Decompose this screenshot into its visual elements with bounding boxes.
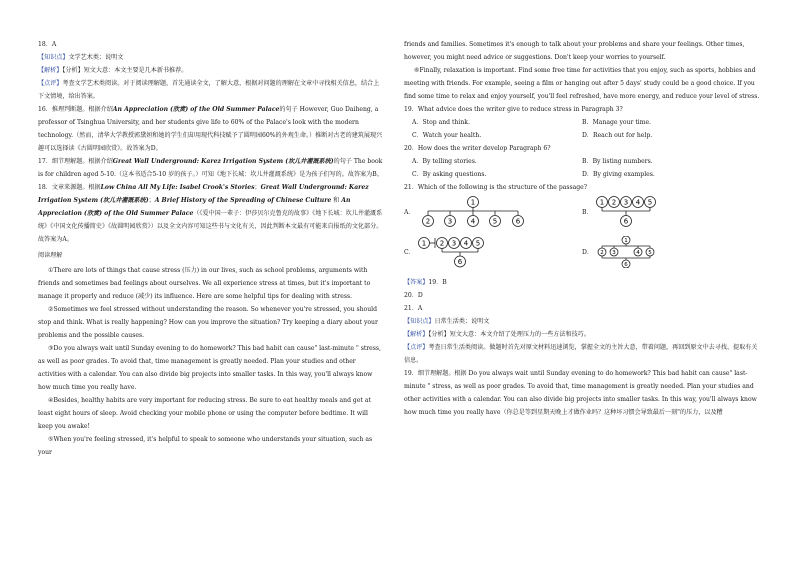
circle-label: 5	[647, 198, 653, 207]
circle-label: 4	[636, 250, 640, 256]
q20-option-d[interactable]: D．By giving examples.	[582, 171, 655, 178]
answer-line: 18．A	[38, 41, 57, 48]
q18-book2: Great Wall Underground: Karez Irrigation System (坎儿井灌溉系统)	[38, 184, 369, 204]
circle-label: 2	[425, 217, 431, 226]
q20-options	[412, 155, 760, 181]
q18-explain	[38, 181, 384, 246]
q16-body: 的句子 However, Guo Daiheng, a professor of Tsinghua University, and her students give life to 60% of the Palace's look with the modern technology.（然而，清华大学教授郭黛姮和她的学生们却用现代科技赋予了圆明园60%的外观生命。）推断对古老的建筑展现兴趣可以选择读《古圆明园欣赏》。故答案为D。	[38, 106, 383, 152]
q18-book1: Low China All My Life: Isabel Crook's Stories	[100, 184, 255, 191]
analysis-2	[404, 328, 760, 341]
comment-text-2: 考查日常生活类阅读。做题时首先对原文材料迅速浏览，掌握全文的主旨大意，带着问题，再回到原文中去寻找、提取有关信息。	[404, 344, 758, 364]
passage-paragraph-1: ①There are lots of things that cause stress (压力) in our lives, such as school problems, arguments with friends and sometimes bad feelings about ourselves. We all experience stress at times, but it's important to manage it properly and reduce (减少) its influence. Here are some helpful tips for dealing with stress.	[38, 267, 371, 300]
circle-label: 1	[470, 198, 476, 207]
question-19: 19．What advice does the writer give to reduce stress in Paragraph 3?	[404, 106, 623, 113]
comment-tag: 【点评】	[38, 80, 63, 87]
question-20: 20．How does the writer develop Paragraph 6?	[404, 145, 551, 152]
structure-diagram-b	[594, 196, 704, 228]
analysis-tag: 【解析】	[38, 67, 63, 74]
q16-explain	[38, 103, 384, 155]
q21-option-d[interactable]	[582, 236, 760, 268]
knowledge-point	[38, 51, 384, 64]
circle-label: 3	[612, 250, 616, 256]
analysis-tag-2: 【解析】	[404, 331, 429, 338]
q20-option-b[interactable]: B．By listing numbers.	[582, 158, 653, 165]
circle-label: 1	[421, 239, 427, 248]
q19-option-c[interactable]: C．Watch your health.	[412, 132, 482, 139]
knowledge-point-2	[404, 315, 760, 328]
comment-text: 考查文学艺术类阅读。对于阅读理解题，首先通读全文，了解大意，根据对问题的理解在文章中寻找相关信息，结合上下文情境，给出答案。	[38, 80, 380, 100]
answer-20: 20．D	[404, 292, 423, 299]
circle-label: 1	[624, 238, 628, 244]
structure-diagram-d	[594, 236, 704, 268]
q19-explain: 19．细节理解题。根据 Do you always wait until Sunday evening to do homework? This bad habit can cause" last-minute " stress, as well as poor grades. To avoid that, time management is greatly needed. Plan your studies and other activities with a calendar. You can also divide big projects into smaller tasks. In this way, you'll always know how much time you really have（你总是等到星期天晚上才做作业吗？这种坏习惯会导致最后一刻"的压力，以及糟	[404, 370, 757, 416]
q21-option-b[interactable]	[582, 196, 760, 228]
q17-book: Great Wall Underground: Karez Irrigation System (坎儿井灌溉系统)	[112, 158, 334, 165]
circle-label: 3	[623, 198, 629, 207]
passage-paragraph-3: ③Do you always wait until Sunday evening to do homework? This bad habit can cause" last-minute " stress, as well as poor grades. To avoid that, time management is greatly needed. Plan your studies and other activities with a calendar. You can also divide big projects into smaller tasks. In this way, you'll always know how much time you really have.	[38, 345, 381, 391]
q19-option-b[interactable]: B．Manage your time.	[582, 119, 652, 126]
q18-book3: A Brief History of the Spreading of Chinese Culture	[154, 197, 332, 204]
analysis-text-2: 【分析】短文大意：本文介绍了处理压力的一些方法和技巧。	[428, 331, 590, 338]
circle-label: 6	[624, 262, 628, 268]
structure-diagram-a	[416, 196, 526, 228]
circle-label: 3	[451, 239, 457, 248]
question-21: 21．Which of the following is the structure of the passage?	[404, 184, 588, 191]
answer-tag: 【答案】	[404, 279, 429, 286]
knowledge-text: 文学艺术类；说明文	[68, 54, 124, 61]
answer-21: 21．A	[404, 305, 423, 312]
circle-label: 6	[623, 217, 629, 226]
comment	[38, 77, 384, 103]
circle-label: 4	[635, 198, 641, 207]
q19-option-d[interactable]: D．Reach out for help.	[582, 132, 653, 139]
q16-lead: 16．推理判断题。根据介绍	[38, 106, 113, 113]
circle-label: 1	[599, 198, 605, 207]
diagram-row-ab	[404, 196, 760, 228]
q16-book: An Appreciation (欣赏) of the Old Summer Palace	[112, 106, 280, 113]
q21-option-a[interactable]	[404, 196, 582, 228]
q18-sep: ；	[254, 184, 261, 191]
comment-tag-2: 【点评】	[404, 344, 429, 351]
q17-lead: 17．细节理解题。根据介绍	[38, 158, 113, 165]
knowledge-text-2: 日常生活类；说明文	[434, 318, 490, 325]
analysis-text: 【分析】短文大意：本文主要是几本新书推荐。	[62, 67, 188, 74]
q18-body: （《爱中国一辈子：伊莎贝尔克鲁克的故事》《地下长城：坎儿井灌溉系统》《中国文化传播简史》《故圆明园欣赏》）以及全文内容可知这些书与文化有关，因此判断本文最有可能来自报纸的文化部分。故答案为A。	[38, 210, 383, 243]
analysis	[38, 64, 384, 77]
circle-label: 4	[470, 217, 476, 226]
q18-sep2: ；	[148, 197, 155, 204]
section-title: 阅读理解	[38, 252, 63, 259]
circle-label: 4	[463, 239, 469, 248]
structure-diagram-c	[416, 236, 526, 268]
q21-option-c[interactable]	[404, 236, 582, 268]
q18-and: 和	[331, 197, 342, 204]
circle-label: 2	[600, 250, 604, 256]
circle-label: 6	[457, 257, 463, 266]
option-c-label: C．	[404, 248, 415, 256]
passage-paragraph-4: ④Besides, healthy habits are very important for reducing stress. Be sure to eat healthy meals and get at least eight hours of sleep. Avoid checking your mobile phone or using the computer before bedtime. It will keep you awake!	[38, 397, 371, 430]
left-column	[38, 38, 384, 459]
q17-explain	[38, 155, 384, 181]
q18-book4: An Appreciation (欣赏) of the Old Summer Palace	[38, 197, 351, 217]
circle-label: 5	[648, 250, 652, 256]
q19-options	[412, 116, 760, 142]
passage-paragraph-2: ②Sometimes we feel stressed without understanding the reason. So whenever you're stressed, you should stop and think. What is really happening? How can you improve the situation? Try keeping a diary about your problems and the possible causes.	[38, 306, 378, 339]
q17-body: 的句子 The book is for children aged 5-10.（这本书适合5-10 岁的孩子。）可知《地下长城：坎儿井灌溉系统》是为孩子们写的。故答案为B。	[38, 158, 383, 178]
q19-option-a[interactable]: A．Stop and think.	[412, 119, 470, 126]
q20-option-a[interactable]: A．By telling stories.	[412, 158, 477, 165]
circle-label: 2	[611, 198, 617, 207]
q18-lead: 18．文章来源题。根据	[38, 184, 101, 191]
comment-2	[404, 341, 760, 367]
passage-paragraph-5-cont: friends and families. Sometimes it's enough to talk about your problems and share your feelings. Other times, however, you might need advice or suggestions. Don't keep your worries to yourself.	[404, 41, 745, 61]
passage-paragraph-6: ⑥Finally, relaxation is important. Find some free time for activities that you enjoy, such as sports, hobbies and meeting with friends. For example, seeing a film or hanging out after 5 days' study could be a good choice. If you find some time to relax and enjoy yourself, you'll feel refreshed, have more energy, and reduce your level of stress.	[404, 67, 760, 100]
answer-19	[404, 276, 760, 289]
passage-paragraph-5: ⑤When you're feeling stressed, it's helpful to speak to someone who understands your situation, such as your	[38, 436, 373, 456]
circle-label: 2	[439, 239, 445, 248]
diagram-row-cd	[404, 236, 760, 268]
q20-option-c[interactable]: C．By asking questions.	[412, 171, 487, 178]
right-column	[404, 38, 760, 419]
circle-label: 5	[475, 239, 481, 248]
option-d-label: D．	[582, 248, 593, 256]
knowledge-tag: 【知识点】	[38, 54, 69, 61]
answer-19-text: 19．B	[428, 279, 447, 286]
circle-label: 6	[515, 217, 521, 226]
circle-label: 3	[447, 217, 453, 226]
option-a-label: A．	[404, 208, 415, 216]
option-b-label: B．	[582, 208, 593, 216]
knowledge-tag-2: 【知识点】	[404, 318, 435, 325]
circle-label: 5	[492, 217, 498, 226]
